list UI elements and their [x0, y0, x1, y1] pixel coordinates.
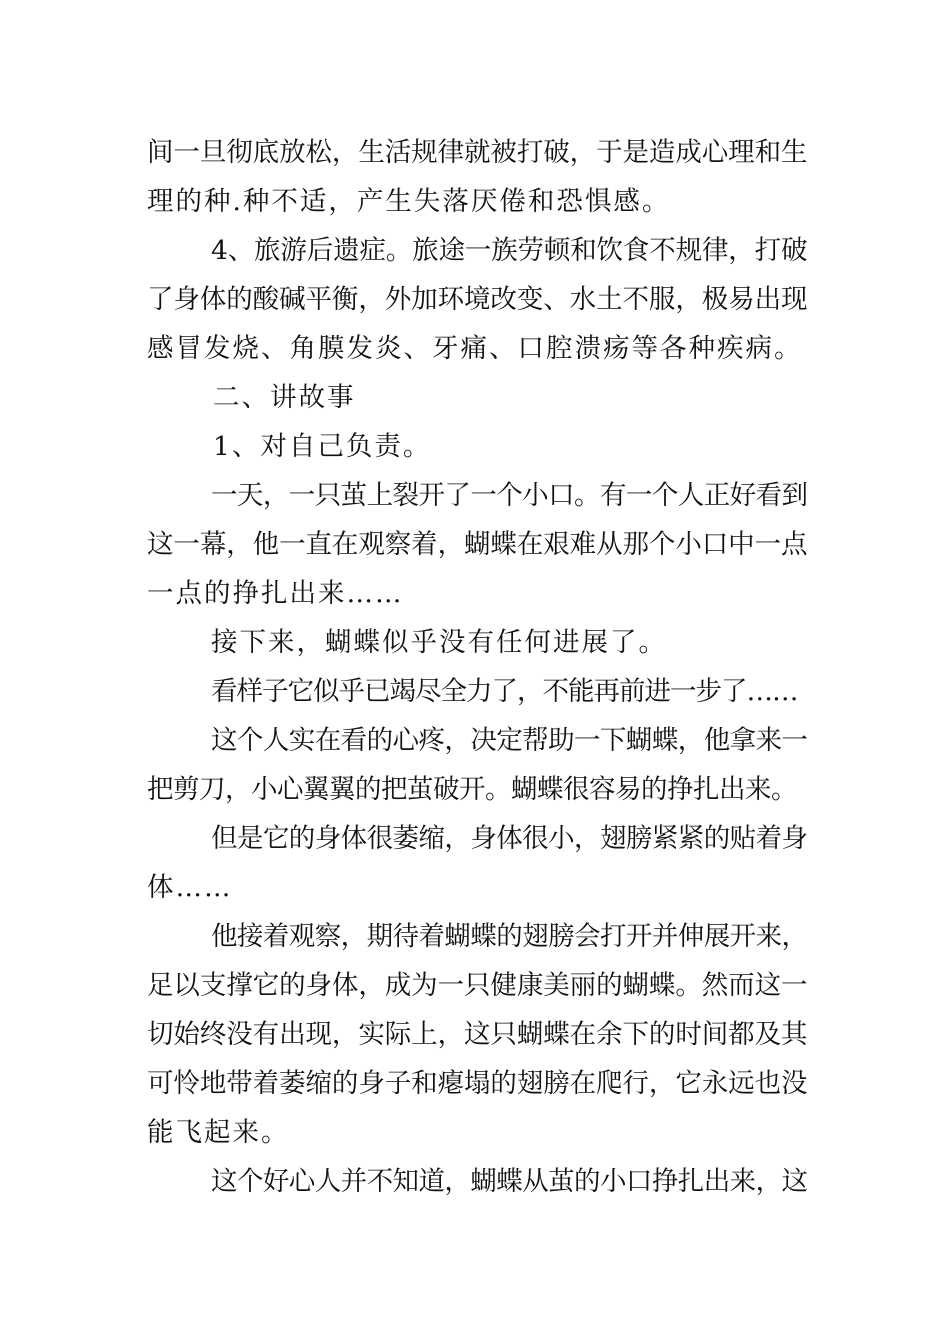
document-body [147, 128, 807, 1206]
text-line: 感冒发烧、角膜发炎、牙痛、口腔溃疡等各种疾病。 [147, 333, 803, 364]
text-line: 但是它的身体很萎缩，身体很小，翅膀紧紧的贴着身 [211, 823, 807, 854]
text-line: 这个人实在看的心疼，决定帮助一下蝴蝶，他拿来一 [211, 725, 807, 756]
text-line: 理的种.种不适，产生失落厌倦和恐惧感。 [147, 186, 671, 217]
text-line: 体…… [147, 872, 233, 903]
text-line: 4、旅游后遗症。旅途一族劳顿和饮食不规律，打破 [211, 235, 807, 266]
text-line: 接下来，蝴蝶似乎没有任何进展了。 [211, 627, 667, 658]
text-line: 他接着观察，期待着蝴蝶的翅膀会打开并伸展开来， [211, 921, 807, 952]
text-line: 这一幕，他一直在观察着，蝴蝶在艰难从那个小口中一点 [147, 529, 807, 560]
subsection-heading: 1、对自己负责。 [213, 431, 432, 462]
text-line: 能飞起来。 [147, 1117, 290, 1148]
text-line: 一点的挣扎出来…… [147, 578, 404, 609]
text-line: 这个好心人并不知道，蝴蝶从茧的小口挣扎出来，这 [211, 1166, 807, 1197]
text-line: 把剪刀，小心翼翼的把茧破开。蝴蝶很容易的挣扎出来。 [147, 774, 797, 805]
text-line: 可怜地带着萎缩的身子和瘪塌的翅膀在爬行，它永远也没 [147, 1068, 807, 1099]
text-line: 切始终没有出现，实际上，这只蝴蝶在余下的时间都及其 [147, 1019, 807, 1050]
text-line: 足以支撑它的身体，成为一只健康美丽的蝴蝶。然而这一 [147, 970, 807, 1001]
text-line: 间一旦彻底放松，生活规律就被打破，于是造成心理和生 [147, 137, 807, 168]
text-line: 了身体的酸碱平衡，外加环境改变、水土不服，极易出现 [147, 284, 807, 315]
text-line: 一天，一只茧上裂开了一个小口。有一个人正好看到 [211, 480, 807, 511]
section-heading: 二、讲故事 [213, 382, 356, 413]
text-line: 看样子它似乎已竭尽全力了，不能再前进一步了…… [211, 676, 798, 707]
